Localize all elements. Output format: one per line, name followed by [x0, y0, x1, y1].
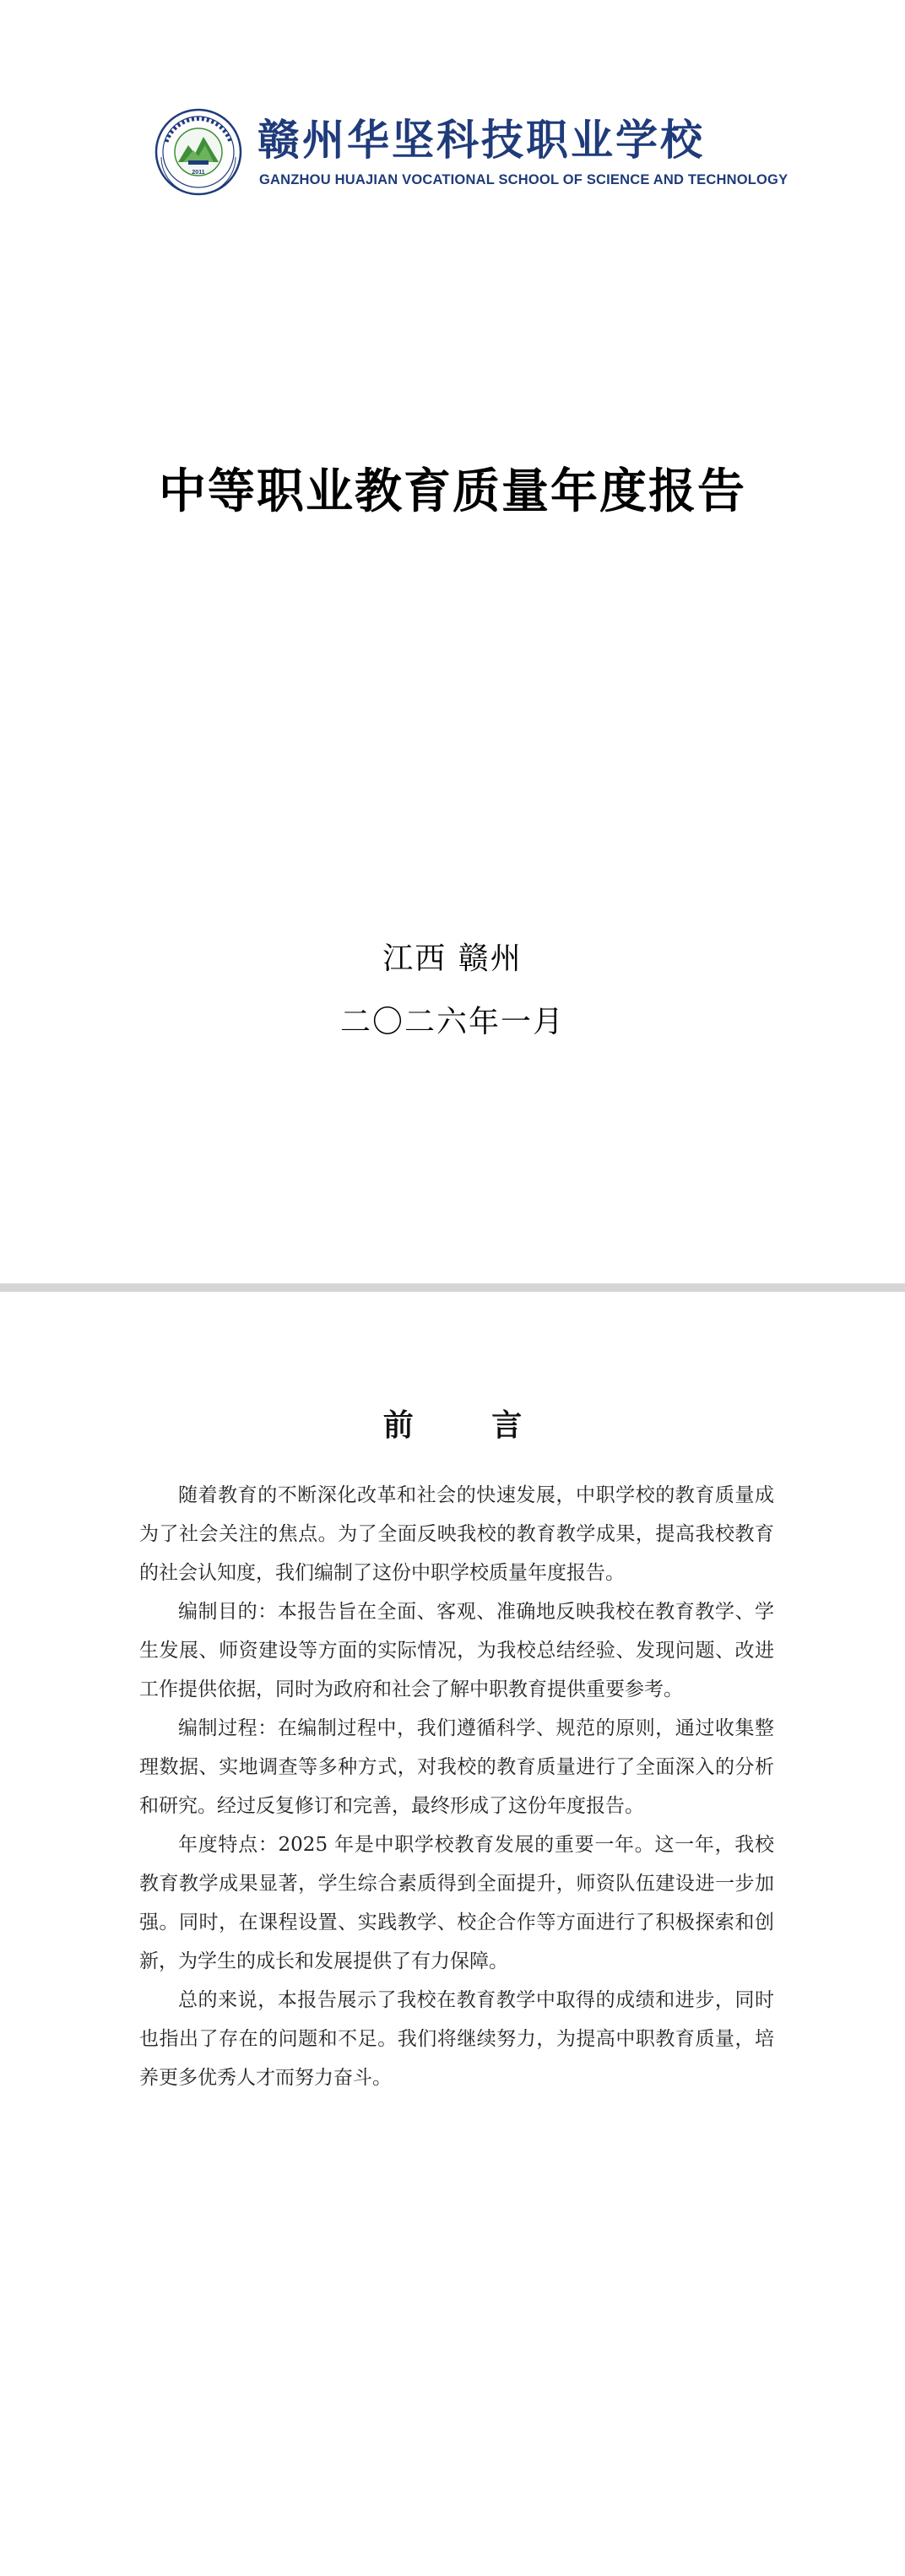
- page-divider: [0, 1283, 905, 1292]
- school-name-cn: 赣州华坚科技职业学校: [257, 116, 705, 165]
- school-header: [154, 108, 788, 201]
- preface-paragraph: 编制目的：本报告旨在全面、客观、准确地反映我校在教育教学、学生发展、师资建设等方面的实际情况，为我校总结经验、发现问题、改进工作提供依据，同时为政府和社会了解中职教育提供重要参考。: [139, 1601, 774, 1700]
- preface-title: 前 言: [382, 1408, 556, 1443]
- preface-body: [139, 1476, 774, 2097]
- report-location: 江西 赣州: [382, 941, 523, 976]
- preface-page: [0, 1292, 905, 2576]
- preface-paragraph: 随着教育的不断深化改革和社会的快速发展，中职学校的教育质量成为了社会关注的焦点。为了全面反映我校的教育教学成果，提高我校教育的社会认知度，我们编制了这份中职学校质量年度报告。: [139, 1484, 774, 1584]
- school-seal-logo: [154, 108, 242, 196]
- school-name-en: GANZHOU HUAJIAN VOCATIONAL SCHOOL OF SCIENCE AND TECHNOLOGY: [259, 172, 788, 187]
- report-title: 中等职业教育质量年度报告: [159, 464, 746, 519]
- preface-paragraph: 总的来说，本报告展示了我校在教育教学中取得的成绩和进步，同时也指出了存在的问题和不足。我们将继续努力，为提高中职教育质量，培养更多优秀人才而努力奋斗。: [139, 1989, 774, 2089]
- svg-text:2011: 2011: [192, 170, 205, 176]
- cover-page: [0, 0, 905, 1283]
- preface-paragraph: 编制过程：在编制过程中，我们遵循科学、规范的原则，通过收集整理数据、实地调查等多种方式，对我校的教育质量进行了全面深入的分析和研究。经过反复修订和完善，最终形成了这份年度报告。: [139, 1717, 774, 1817]
- preface-paragraph: 年度特点：2025 年是中职学校教育发展的重要一年。这一年，我校教育教学成果显著，学生综合素质得到全面提升，师资队伍建设进一步加强。同时，在课程设置、实践教学、校企合作等方面进行了积极探索和创新，为学生的成长和发展提供了有力保障。: [139, 1834, 774, 1972]
- report-date: 二〇二六年一月: [339, 1005, 565, 1039]
